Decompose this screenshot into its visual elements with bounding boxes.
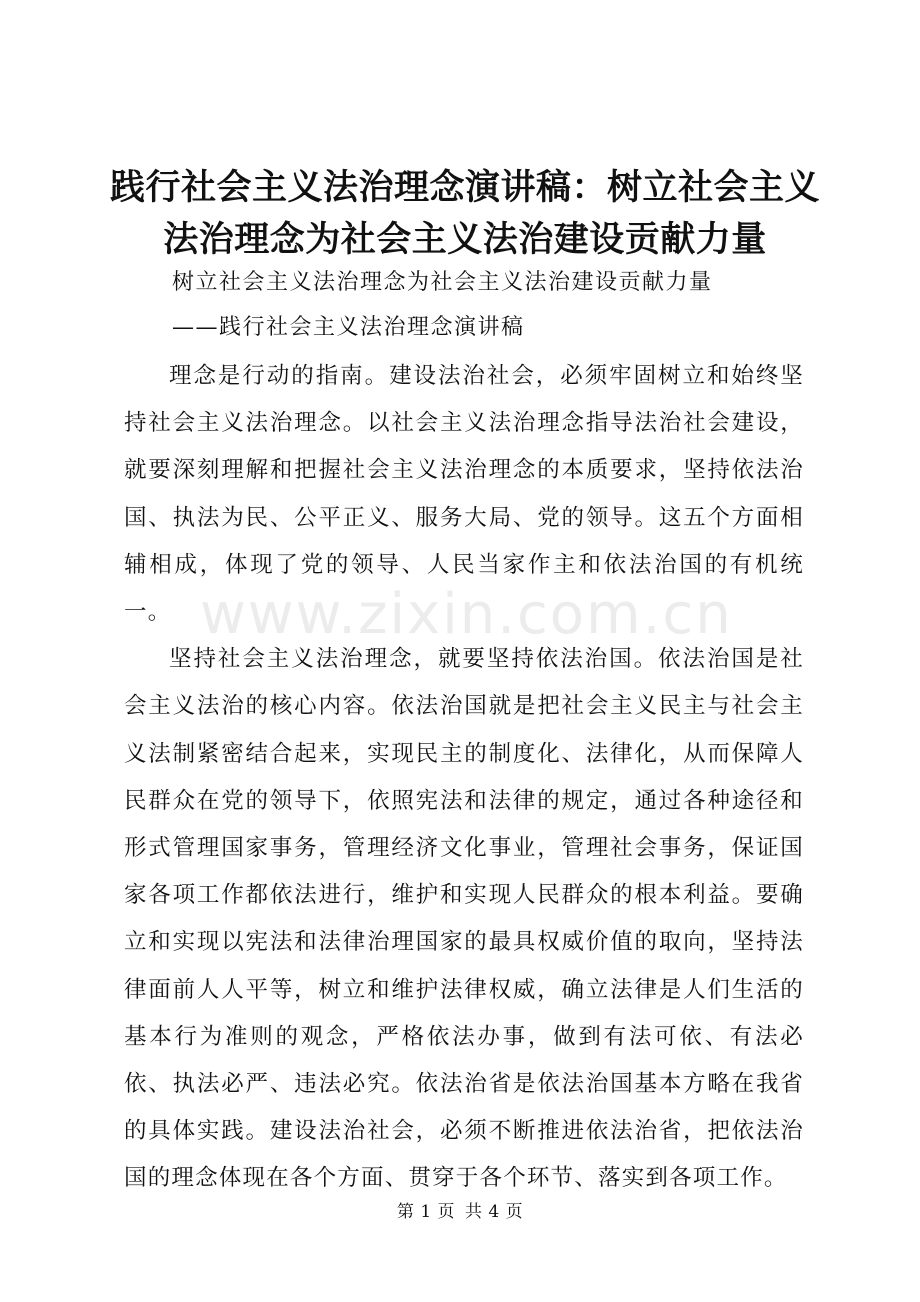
document-subtitle-dash: ——践行社会主义法治理念演讲稿 [172,315,525,340]
page-number: 第 1 页 [396,1202,456,1222]
body-paragraph: 理念是行动的指南。建设法治社会，必须牢固树立和始终坚持社会主义法治理念。以社会主义法治理念指导法治社会建设，就要深刻理解和把握社会主义法治理念的本质要求，坚持依法治国、执法为民、公平正义、服务大局、党的领导。这五个方面相辅相成，体现了党的领导、人民当家作主和依法治国的有机统一。 [124,363,804,626]
document-subtitle: 树立社会主义法治理念为社会主义法治建设贡献力量 [172,270,713,295]
document-title: 践行社会主义法治理念演讲稿：树立社会主义法治理念为社会主义法治建设贡献力量 [110,168,821,260]
document-body [124,353,804,1203]
body-paragraph: 坚持社会主义法治理念，就要坚持依法治国。依法治国是社会主义法治的核心内容。依法治国就是把社会主义民主与社会主义法制紧密结合起来，实现民主的制度化、法律化，从而保障人民群众在党的领导下，依照宪法和法律的规定，通过各种途径和形式管理国家事务，管理经济文化事业，管理社会事务，保证国家各项工作都依法进行，维护和实现人民群众的根本利益。要确立和实现以宪法和法律治理国家的最具权威价值的取向，坚持法律面前人人平等，树立和维护法律权威，确立法律是人们生活的基本行为准则的观念，严格依法办事，做到有法可依、有法必依、执法必严、违法必究。依法治省是依法治国基本方略在我省的具体实践。建设法治社会，必须不断推进依法治省，把依法治国的理念体现在各个方面、贯穿于各个环节、落实到各项工作。 [124,646,804,1192]
page-footer [0,1200,920,1224]
page-total: 共 4 页 [464,1202,524,1222]
watermark: www.zixin.com.cn [200,582,733,647]
